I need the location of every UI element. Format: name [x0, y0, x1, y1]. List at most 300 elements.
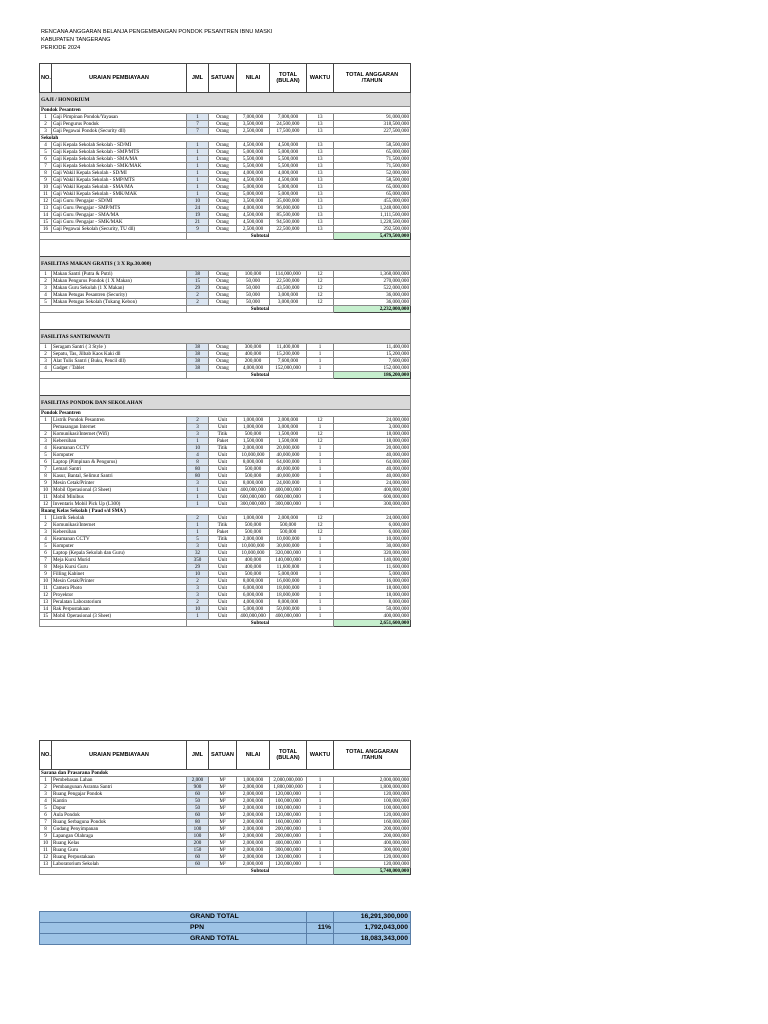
row-unit: M² — [209, 826, 237, 833]
row-duration: 1 — [307, 452, 334, 459]
subtotal-value: 2,232,000,000 — [334, 306, 411, 313]
row-price: 2,000,000 — [237, 847, 270, 854]
row-price: 2,000,000 — [237, 840, 270, 847]
row-total-month: 160,000,000 — [270, 819, 307, 826]
row-price: 5,000,000 — [237, 606, 270, 613]
row-price: 500,000 — [237, 431, 270, 438]
section-heading-row — [40, 330, 411, 344]
row-total-year: 100,000,000 — [334, 798, 411, 805]
subtotal-row — [40, 372, 411, 379]
table-row — [40, 149, 411, 156]
row-price: 2,500,000 — [237, 226, 270, 233]
row-no: 14 — [40, 606, 52, 613]
table-row — [40, 417, 411, 424]
row-total-year: 2,000,000,000 — [334, 777, 411, 784]
row-unit: Orang — [209, 128, 237, 135]
section-title: FASILITAS PONDOK DAN SEKOLAHAN — [40, 396, 411, 410]
row-price: 500,000 — [237, 529, 270, 536]
row-price: 400,000 — [237, 564, 270, 571]
row-no: 1 — [40, 344, 52, 351]
row-total-year: 40,000,000 — [334, 466, 411, 473]
section-heading-row — [40, 396, 411, 410]
row-total-year: 200,000,000 — [334, 826, 411, 833]
row-duration: 1 — [307, 854, 334, 861]
subtotal-label: Subtotal — [187, 306, 334, 313]
table-row — [40, 529, 411, 536]
row-total-month: 24,000,000 — [270, 480, 307, 487]
row-price: 2,000,000 — [237, 445, 270, 452]
row-qty: 80 — [187, 819, 209, 826]
row-item: Gudang Penyimpanan — [52, 826, 187, 833]
row-total-year: 36,000,000 — [334, 299, 411, 306]
row-total-year: 20,000,000 — [334, 445, 411, 452]
column-header-total_bulan: TOTAL (BULAN) — [270, 741, 307, 770]
row-item: Gaji Pimpinan Pondok/Yayasan — [52, 114, 187, 121]
row-total-year: 318,500,000 — [334, 121, 411, 128]
table-row — [40, 299, 411, 306]
row-no: 4 — [40, 798, 52, 805]
row-qty: 1 — [187, 163, 209, 170]
row-price: 7,000,000 — [237, 114, 270, 121]
row-total-month: 600,000,000 — [270, 494, 307, 501]
row-total-month: 5,000,000 — [270, 571, 307, 578]
row-item: Gaji Kepala Sekolah Sekolah - SMP/MTS — [52, 149, 187, 156]
row-item: Filling Kabinet — [52, 571, 187, 578]
ppn-rate: 11% — [307, 923, 334, 934]
row-total-year: 16,000,000 — [334, 578, 411, 585]
row-unit: Orang — [209, 177, 237, 184]
row-no: 5 — [40, 805, 52, 812]
row-qty: 1 — [187, 501, 209, 508]
row-qty: 21 — [187, 219, 209, 226]
row-no: 4 — [40, 536, 52, 543]
row-item: Mobil Minibus — [52, 494, 187, 501]
row-qty: 1 — [187, 529, 209, 536]
row-price: 50,000 — [237, 292, 270, 299]
grand-total-final-label: GRAND TOTAL — [40, 934, 307, 945]
row-unit: Unit — [209, 480, 237, 487]
row-total-year: 40,000,000 — [334, 473, 411, 480]
row-total-month: 11,600,000 — [270, 564, 307, 571]
row-total-year: 1,228,500,000 — [334, 219, 411, 226]
table-row — [40, 536, 411, 543]
row-item: Gaji Guru /Pengajar - SMA/MA — [52, 212, 187, 219]
row-total-year: 52,000,000 — [334, 170, 411, 177]
row-qty: 200 — [187, 840, 209, 847]
column-header-waktu: WAKTU — [307, 64, 334, 93]
row-unit: Titik — [209, 431, 237, 438]
row-item: Mobil Operasional (3 Sheet) — [52, 487, 187, 494]
row-duration: 13 — [307, 212, 334, 219]
row-no: 15 — [40, 613, 52, 620]
table-row — [40, 205, 411, 212]
row-unit: M² — [209, 791, 237, 798]
row-qty: 2,000 — [187, 777, 209, 784]
row-no: 16 — [40, 226, 52, 233]
row-price: 2,000,000 — [237, 805, 270, 812]
row-total-month: 15,200,000 — [270, 351, 307, 358]
row-price: 4,000,000 — [237, 170, 270, 177]
row-no: 11 — [40, 585, 52, 592]
row-total-year: 50,000,000 — [334, 606, 411, 613]
row-price: 100,000 — [237, 271, 270, 278]
row-total-year: 522,000,000 — [334, 285, 411, 292]
row-unit: Orang — [209, 271, 237, 278]
row-qty: 1 — [187, 522, 209, 529]
row-qty: 1 — [187, 177, 209, 184]
row-duration: 1 — [307, 798, 334, 805]
table-row — [40, 606, 411, 613]
row-qty: 9 — [187, 226, 209, 233]
row-total-month: 2,000,000 — [270, 515, 307, 522]
row-total-year: 3,000,000 — [334, 424, 411, 431]
row-item: Keamanan CCTV — [52, 536, 187, 543]
subtotal-row — [40, 620, 411, 627]
row-unit: Orang — [209, 198, 237, 205]
row-no: 7 — [40, 466, 52, 473]
table-row — [40, 438, 411, 445]
row-no: 1 — [40, 114, 52, 121]
row-item: Gadget / Tablet — [52, 365, 187, 372]
row-no: 5 — [40, 452, 52, 459]
table-row — [40, 198, 411, 205]
table-row — [40, 212, 411, 219]
section-title: FASILITAS SANTRIWAN/TI — [40, 330, 411, 344]
row-total-year: 455,000,000 — [334, 198, 411, 205]
row-qty: 7 — [187, 128, 209, 135]
row-unit: Titik — [209, 445, 237, 452]
row-price: 4,000,000 — [237, 205, 270, 212]
row-duration: 12 — [307, 417, 334, 424]
row-price: 8,000,000 — [237, 578, 270, 585]
row-total-year: 40,000,000 — [334, 452, 411, 459]
row-total-month: 200,000,000 — [270, 826, 307, 833]
row-qty: 38 — [187, 271, 209, 278]
row-unit: Orang — [209, 344, 237, 351]
group-heading-row — [40, 410, 411, 417]
table-row — [40, 226, 411, 233]
table-row — [40, 445, 411, 452]
row-price: 50,000 — [237, 299, 270, 306]
row-price: 2,500,000 — [237, 128, 270, 135]
row-qty: 15 — [187, 278, 209, 285]
row-total-year: 24,000,000 — [334, 480, 411, 487]
row-total-year: 18,000,000 — [334, 592, 411, 599]
row-unit: Orang — [209, 351, 237, 358]
row-no: 1 — [40, 777, 52, 784]
row-no: 7 — [40, 819, 52, 826]
row-item: Gaji Pengurus Pondok — [52, 121, 187, 128]
row-duration: 12 — [307, 431, 334, 438]
row-unit: Unit — [209, 592, 237, 599]
row-total-month: 120,000,000 — [270, 854, 307, 861]
table-row — [40, 142, 411, 149]
row-duration: 1 — [307, 480, 334, 487]
column-header-jml: JML — [187, 64, 209, 93]
row-total-month: 64,000,000 — [270, 459, 307, 466]
row-unit: Orang — [209, 163, 237, 170]
row-total-month: 500,000 — [270, 522, 307, 529]
row-item: Sepatu, Tas, Jilbab Kaos Kaki dll — [52, 351, 187, 358]
row-price: 4,500,000 — [237, 177, 270, 184]
row-duration: 13 — [307, 219, 334, 226]
row-unit: Orang — [209, 156, 237, 163]
row-duration: 1 — [307, 536, 334, 543]
row-total-month: 400,000,000 — [270, 840, 307, 847]
column-header-no: NO. — [40, 64, 52, 93]
row-unit: Unit — [209, 494, 237, 501]
column-header-total_bulan: TOTAL (BULAN) — [270, 64, 307, 93]
row-unit: Unit — [209, 417, 237, 424]
section-heading-row — [40, 93, 411, 107]
row-no: 13 — [40, 205, 52, 212]
row-duration: 1 — [307, 578, 334, 585]
row-unit: Unit — [209, 564, 237, 571]
row-total-year: 227,500,000 — [334, 128, 411, 135]
row-duration: 12 — [307, 515, 334, 522]
row-total-month: 5,000,000 — [270, 191, 307, 198]
row-total-year: 152,000,000 — [334, 365, 411, 372]
row-total-month: 300,000,000 — [270, 847, 307, 854]
row-total-month: 114,000,000 — [270, 271, 307, 278]
subtotal-value: 5,740,000,000 — [334, 868, 411, 875]
row-price: 2,000,000 — [237, 819, 270, 826]
table-row — [40, 592, 411, 599]
table-row — [40, 861, 411, 868]
row-qty: 8 — [187, 459, 209, 466]
row-duration: 12 — [307, 292, 334, 299]
row-price: 4,500,000 — [237, 142, 270, 149]
row-qty: 80 — [187, 473, 209, 480]
row-total-year: 24,000,000 — [334, 417, 411, 424]
row-duration: 1 — [307, 344, 334, 351]
row-total-month: 3,000,000 — [270, 424, 307, 431]
row-total-year: 11,400,000 — [334, 344, 411, 351]
column-header-satuan: SATUAN — [209, 741, 237, 770]
table-row — [40, 424, 411, 431]
row-no: 10 — [40, 578, 52, 585]
table-row — [40, 487, 411, 494]
group-heading: Pondok Pesantren — [40, 410, 411, 417]
row-duration: 1 — [307, 833, 334, 840]
row-qty: 38 — [187, 358, 209, 365]
table-row — [40, 847, 411, 854]
row-price: 5,000,000 — [237, 191, 270, 198]
row-item: Seragam Santri ( 3 Style ) — [52, 344, 187, 351]
row-item: Laptop (Pimpinan & Pengurus) — [52, 459, 187, 466]
grand-total-final-value: 18,083,343,000 — [334, 934, 411, 945]
row-total-year: 65,000,000 — [334, 149, 411, 156]
row-no: 2 — [40, 522, 52, 529]
row-no: 15 — [40, 219, 52, 226]
row-qty: 3 — [187, 424, 209, 431]
row-total-month: 18,000,000 — [270, 592, 307, 599]
table-header — [40, 741, 411, 770]
row-total-month: 17,500,000 — [270, 128, 307, 135]
row-unit: Unit — [209, 424, 237, 431]
table-row — [40, 585, 411, 592]
row-unit: Unit — [209, 515, 237, 522]
row-total-month: 7,000,000 — [270, 114, 307, 121]
row-unit: Unit — [209, 550, 237, 557]
row-total-month: 22,500,000 — [270, 226, 307, 233]
group-heading-row — [40, 107, 411, 114]
row-total-month: 320,000,000 — [270, 550, 307, 557]
row-price: 2,000,000 — [237, 798, 270, 805]
row-unit: M² — [209, 805, 237, 812]
subtotal-label: Subtotal — [187, 620, 334, 627]
row-item: Makan Petugas Sekolah (Tukang Kebon) — [52, 299, 187, 306]
row-total-month: 18,000,000 — [270, 585, 307, 592]
row-total-month: 500,000 — [270, 529, 307, 536]
row-qty: 3 — [187, 543, 209, 550]
row-qty: 3 — [187, 480, 209, 487]
row-total-year: 71,500,000 — [334, 156, 411, 163]
row-duration: 13 — [307, 128, 334, 135]
row-total-month: 43,500,000 — [270, 285, 307, 292]
grand-total-row — [40, 912, 411, 923]
table-row — [40, 578, 411, 585]
row-qty: 1 — [187, 613, 209, 620]
row-no: 5 — [40, 149, 52, 156]
row-total-year: 1,800,000,000 — [334, 784, 411, 791]
column-header-waktu: WAKTU — [307, 741, 334, 770]
row-total-year: 120,000,000 — [334, 812, 411, 819]
row-no: 4 — [40, 365, 52, 372]
row-price: 500,000 — [237, 571, 270, 578]
row-no: 6 — [40, 156, 52, 163]
table-row — [40, 114, 411, 121]
group-heading-row — [40, 135, 411, 142]
table-row — [40, 613, 411, 620]
row-unit: Unit — [209, 466, 237, 473]
row-duration: 13 — [307, 156, 334, 163]
subtotal-label: Subtotal — [187, 233, 334, 240]
row-price: 4,000,000 — [237, 365, 270, 372]
table-row — [40, 292, 411, 299]
row-duration: 1 — [307, 840, 334, 847]
row-no: 2 — [40, 278, 52, 285]
row-item: Ruang Kelas — [52, 840, 187, 847]
row-no: 3 — [40, 128, 52, 135]
section-heading-row — [40, 257, 411, 271]
row-item: Kantin — [52, 798, 187, 805]
table-row — [40, 271, 411, 278]
row-total-year: 140,000,000 — [334, 557, 411, 564]
row-no: 3 — [40, 358, 52, 365]
row-price: 6,000,000 — [237, 592, 270, 599]
row-duration: 1 — [307, 606, 334, 613]
row-duration: 12 — [307, 285, 334, 292]
row-total-year: 292,500,000 — [334, 226, 411, 233]
table-row — [40, 571, 411, 578]
row-price: 8,000,000 — [237, 480, 270, 487]
row-unit: M² — [209, 812, 237, 819]
row-unit: Unit — [209, 599, 237, 606]
table-row — [40, 826, 411, 833]
table-row — [40, 466, 411, 473]
table-row — [40, 184, 411, 191]
row-no: 12 — [40, 592, 52, 599]
row-total-month: 7,600,000 — [270, 358, 307, 365]
row-qty: 3 — [187, 592, 209, 599]
row-duration: 13 — [307, 226, 334, 233]
summary-table — [39, 911, 411, 945]
row-item: Gaji Pegawai Sekolah (Security, TU dll) — [52, 226, 187, 233]
doc-title: RENCANA ANGGARAN BELANJA PENGEMBANGAN PONDOK PESANTREN IBNU MASKI — [41, 29, 273, 35]
row-qty: 2 — [187, 299, 209, 306]
row-item: Rak Perpustakaan — [52, 606, 187, 613]
row-price: 400,000,000 — [237, 613, 270, 620]
row-no — [40, 424, 52, 431]
row-unit: M² — [209, 784, 237, 791]
table-row — [40, 163, 411, 170]
row-item: Mesin Cetak/Printer — [52, 578, 187, 585]
row-unit: Orang — [209, 114, 237, 121]
row-no: 2 — [40, 351, 52, 358]
table-row — [40, 156, 411, 163]
row-total-month: 50,000,000 — [270, 606, 307, 613]
row-no: 3 — [40, 438, 52, 445]
row-total-year: 6,000,000 — [334, 522, 411, 529]
table-row — [40, 121, 411, 128]
row-unit: M² — [209, 777, 237, 784]
table-row — [40, 358, 411, 365]
row-item: Listrik Sekolah — [52, 515, 187, 522]
row-total-month: 11,400,000 — [270, 344, 307, 351]
table-row — [40, 840, 411, 847]
subtotal-label: Subtotal — [187, 868, 334, 875]
table-row — [40, 798, 411, 805]
table-row — [40, 285, 411, 292]
row-duration: 1 — [307, 351, 334, 358]
column-header-uraian: URAIAN PEMBIAYAAN — [52, 64, 187, 93]
row-item: Lemari Santri — [52, 466, 187, 473]
row-no: 2 — [40, 431, 52, 438]
row-price: 10,000,000 — [237, 543, 270, 550]
row-total-year: 400,000,000 — [334, 613, 411, 620]
row-no: 6 — [40, 550, 52, 557]
row-item: Mobil Operasional (3 Sheet) — [52, 613, 187, 620]
row-price: 50,000 — [237, 278, 270, 285]
row-item: Camera Photo — [52, 585, 187, 592]
row-total-month: 40,000,000 — [270, 473, 307, 480]
ppn-value: 1,792,043,000 — [334, 923, 411, 934]
row-qty: 80 — [187, 466, 209, 473]
row-price: 400,000 — [237, 351, 270, 358]
row-duration: 12 — [307, 522, 334, 529]
table-row — [40, 128, 411, 135]
group-heading: Pondok Pesantren — [40, 107, 411, 114]
row-duration: 13 — [307, 205, 334, 212]
row-duration: 1 — [307, 473, 334, 480]
row-total-year: 120,000,000 — [334, 861, 411, 868]
row-qty: 60 — [187, 861, 209, 868]
table-header — [40, 64, 411, 93]
table-row — [40, 170, 411, 177]
row-duration: 1 — [307, 847, 334, 854]
row-unit: M² — [209, 819, 237, 826]
row-duration: 13 — [307, 163, 334, 170]
table-row — [40, 522, 411, 529]
row-total-month: 16,000,000 — [270, 578, 307, 585]
row-no: 4 — [40, 292, 52, 299]
row-total-month: 40,000,000 — [270, 466, 307, 473]
row-no: 5 — [40, 543, 52, 550]
ppn-label: PPN — [40, 923, 307, 934]
table-row — [40, 543, 411, 550]
row-duration: 1 — [307, 805, 334, 812]
